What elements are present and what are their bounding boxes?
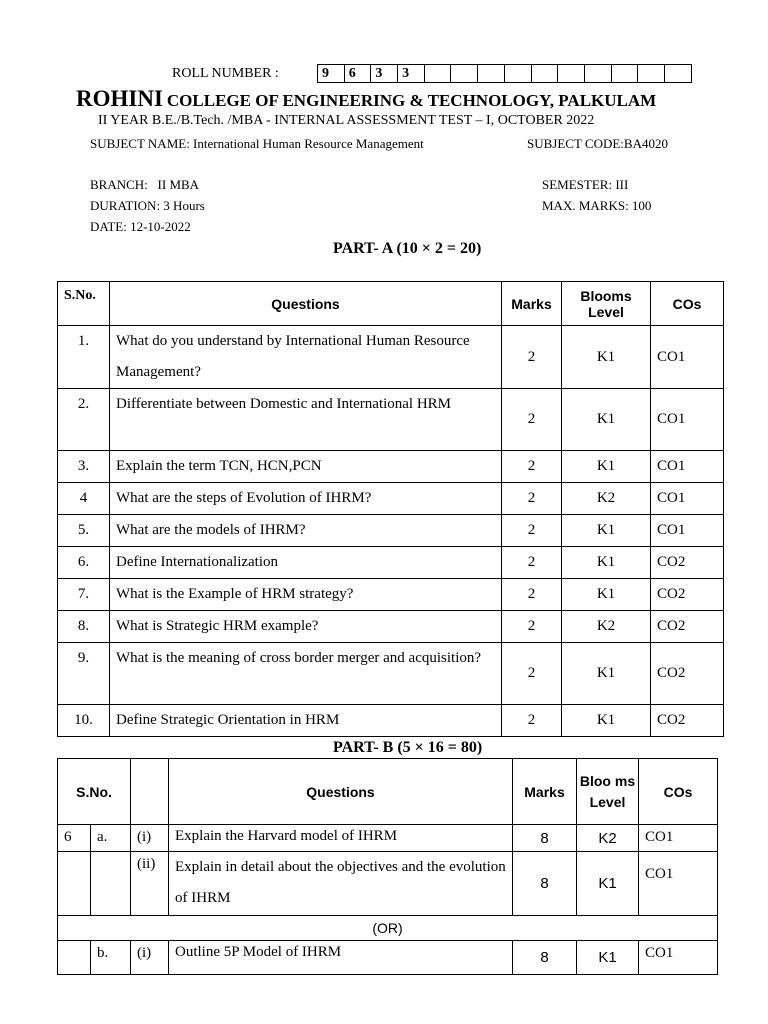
row-level: K2 [577, 825, 639, 852]
roll-digit [585, 65, 612, 82]
roll-digit: 6 [345, 65, 372, 82]
row-marks: 2 [502, 515, 562, 547]
table-row [58, 547, 724, 579]
college-name-rest: COLLEGE OF ENGINEERING & TECHNOLOGY, PALKULAM [166, 91, 657, 110]
table-row [58, 579, 724, 611]
roll-digit [478, 65, 505, 82]
row-question: Outline 5P Model of IHRM [169, 941, 513, 975]
row-level: K2 [562, 483, 651, 515]
header-cos: COs [639, 759, 718, 825]
row-co: CO1 [651, 389, 724, 451]
college-name-first: ROHINI [76, 86, 163, 111]
exam-title: II YEAR B.E./B.Tech. /MBA - INTERNAL ASSESSMENT TEST – I, OCTOBER 2022 [98, 113, 595, 128]
row-sno: 10. [58, 705, 110, 737]
row-question-number [58, 941, 91, 975]
row-sub: (ii) [131, 852, 169, 916]
row-question: Define Strategic Orientation in HRM [110, 705, 502, 737]
row-question: What is the meaning of cross border merger and acquisition? [110, 643, 502, 705]
row-letter: b. [91, 941, 131, 975]
table-row [58, 825, 718, 852]
table-header-row [58, 282, 724, 326]
row-level: K1 [562, 579, 651, 611]
part-a-title: PART- A (10 × 2 = 20) [333, 240, 482, 257]
duration: DURATION: 3 Hours [90, 198, 205, 213]
row-marks: 2 [502, 547, 562, 579]
row-question: What is the Example of HRM strategy? [110, 579, 502, 611]
row-marks: 2 [502, 643, 562, 705]
row-sno: 5. [58, 515, 110, 547]
part-b-table [57, 758, 718, 975]
row-sno: 9. [58, 643, 110, 705]
part-b-title: PART- B (5 × 16 = 80) [333, 739, 483, 756]
row-sub: (i) [131, 825, 169, 852]
table-row [58, 611, 724, 643]
row-co: CO1 [639, 941, 718, 975]
row-sno: 2. [58, 389, 110, 451]
table-row [58, 451, 724, 483]
table-row [58, 483, 724, 515]
max-marks: MAX. MARKS: 100 [542, 198, 652, 213]
header-cos: COs [651, 282, 724, 326]
row-marks: 2 [502, 451, 562, 483]
row-level: K1 [577, 941, 639, 975]
row-marks: 2 [502, 326, 562, 389]
table-row [58, 643, 724, 705]
row-co: CO1 [651, 451, 724, 483]
roll-digit [451, 65, 478, 82]
row-question: Explain the Harvard model of IHRM [169, 825, 513, 852]
row-level: K1 [562, 451, 651, 483]
row-sno: 1. [58, 326, 110, 389]
row-question: Explain in detail about the objectives and the evolution of IHRM [169, 852, 513, 916]
row-sno: 8. [58, 611, 110, 643]
row-level: K1 [562, 547, 651, 579]
semester: SEMESTER: III [542, 177, 629, 192]
branch: BRANCH: II MBA [90, 177, 200, 192]
row-co: CO1 [651, 483, 724, 515]
roll-digit: 9 [318, 65, 345, 82]
or-separator: (OR) [58, 916, 718, 941]
row-question: What do you understand by International Human Resource Management? [110, 326, 502, 389]
row-letter: a. [91, 825, 131, 852]
row-question-number: 6 [58, 825, 91, 852]
roll-digit [612, 65, 639, 82]
roll-digit: 3 [398, 65, 425, 82]
row-level: K1 [562, 705, 651, 737]
exam-date: DATE: 12-10-2022 [90, 219, 191, 234]
part-a-table [57, 281, 724, 737]
row-co: CO2 [651, 643, 724, 705]
header-sub-blank [131, 759, 169, 825]
header-marks: Marks [502, 282, 562, 326]
row-sno: 7. [58, 579, 110, 611]
header-questions: Questions [169, 759, 513, 825]
roll-number-boxes [317, 64, 692, 83]
subject-code: SUBJECT CODE:BA4020 [527, 136, 668, 151]
row-question: Explain the term TCN, HCN,PCN [110, 451, 502, 483]
table-row [58, 326, 724, 389]
row-marks: 2 [502, 483, 562, 515]
row-marks: 8 [513, 852, 577, 916]
or-row [58, 916, 718, 941]
header-sno: S.No. [58, 759, 131, 825]
header-blooms-level: Blooms Level [562, 282, 651, 326]
row-sno: 6. [58, 547, 110, 579]
roll-digit [532, 65, 559, 82]
roll-digit [665, 65, 692, 82]
row-question: What are the steps of Evolution of IHRM? [110, 483, 502, 515]
row-level: K1 [577, 852, 639, 916]
roll-digit [505, 65, 532, 82]
row-question-number [58, 852, 91, 916]
row-co: CO1 [639, 852, 718, 916]
table-row [58, 389, 724, 451]
row-question: Define Internationalization [110, 547, 502, 579]
row-sno: 4 [58, 483, 110, 515]
row-co: CO2 [651, 579, 724, 611]
row-co: CO2 [651, 547, 724, 579]
row-marks: 2 [502, 705, 562, 737]
row-co: CO2 [651, 611, 724, 643]
row-sno: 3. [58, 451, 110, 483]
row-marks: 2 [502, 611, 562, 643]
roll-digit [638, 65, 665, 82]
roll-number-label: ROLL NUMBER : [172, 66, 279, 81]
row-sub: (i) [131, 941, 169, 975]
table-row [58, 705, 724, 737]
row-co: CO1 [639, 825, 718, 852]
row-marks: 8 [513, 825, 577, 852]
roll-digit: 3 [371, 65, 398, 82]
header-marks: Marks [513, 759, 577, 825]
table-row [58, 941, 718, 975]
college-name [76, 86, 656, 112]
header-sno: S.No. [58, 282, 110, 326]
row-marks: 2 [502, 389, 562, 451]
row-letter [91, 852, 131, 916]
header-questions: Questions [110, 282, 502, 326]
row-question: What is Strategic HRM example? [110, 611, 502, 643]
row-level: K1 [562, 515, 651, 547]
table-header-row [58, 759, 718, 825]
row-question: What are the models of IHRM? [110, 515, 502, 547]
table-row [58, 515, 724, 547]
row-co: CO1 [651, 326, 724, 389]
row-co: CO1 [651, 515, 724, 547]
subject-name: SUBJECT NAME: International Human Resource Management [90, 136, 424, 151]
row-level: K1 [562, 326, 651, 389]
header-blooms-level: Bloo ms Level [577, 759, 639, 825]
row-question: Differentiate between Domestic and International HRM [110, 389, 502, 451]
row-marks: 2 [502, 579, 562, 611]
row-level: K1 [562, 643, 651, 705]
row-level: K1 [562, 389, 651, 451]
row-level: K2 [562, 611, 651, 643]
roll-digit [558, 65, 585, 82]
row-marks: 8 [513, 941, 577, 975]
table-row [58, 852, 718, 916]
roll-digit [425, 65, 452, 82]
row-co: CO2 [651, 705, 724, 737]
